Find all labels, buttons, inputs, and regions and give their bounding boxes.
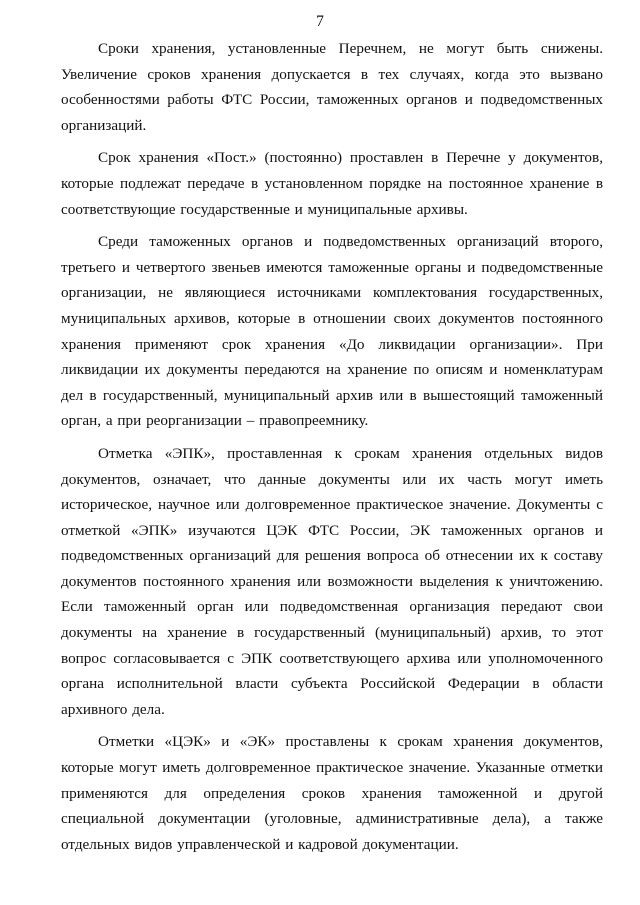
paragraph-permanent-storage: Срок хранения «Пост.» (постоянно) проставлен в Перечне у документов, которые подлежат передаче в установленном порядке на постоянное хранение в соответствующие государственные и муниципальные архивы.: [61, 149, 603, 218]
document-body: [61, 36, 603, 864]
paragraph-tsek-ek-marks: Отметки «ЦЭК» и «ЭК» проставлены к срокам хранения документов, которые могут иметь долговременное практическое значение. Указанные отметки применяются для определения сроков хранения таможенной и другой специальной документации (уголовные, административные дела), а также отдельных видов управленческой и кадровой документации.: [61, 733, 603, 853]
page-number: 7: [316, 13, 324, 30]
paragraph-liquidation: Среди таможенных органов и подведомственных организаций второго, третьего и четвертого звеньев имеются таможенные органы и подведомственные организации, не являющиеся источниками комплектования государственных, муниципальных архивов, которые в отношении своих документов постоянного хранения применяют срок хранения «До ликвидации организации». При ликвидации их документы передаются на хранение по описям и номенклатурам дел в государственный, муниципальный архив или в вышестоящий таможенный орган, а при реорганизации – правопреемнику.: [61, 233, 603, 430]
paragraph-storage-periods: Сроки хранения, установленные Перечнем, не могут быть снижены. Увеличение сроков хранения допускается в тех случаях, когда это вызвано особенностями работы ФТС России, таможенных органов и подведомственных организаций.: [61, 40, 603, 134]
paragraph-epk-mark: Отметка «ЭПК», проставленная к срокам хранения отдельных видов документов, означает, что данные документы или их часть могут иметь историческое, научное или долговременное практическое значение. Документы с отметкой «ЭПК» изучаются ЦЭК ФТС России, ЭК таможенных органов и подведомственных организаций для решения вопроса об отнесении их к составу документов постоянного хранения или возможности выделения к уничтожению. Если таможенный орган или подведомственная организация передают свои документы на хранение в государственный (муниципальный) архив, то этот вопрос согласовывается с ЭПК соответствующего архива или уполномоченного органа исполнительной власти субъекта Российской Федерации в области архивного дела.: [61, 444, 603, 718]
